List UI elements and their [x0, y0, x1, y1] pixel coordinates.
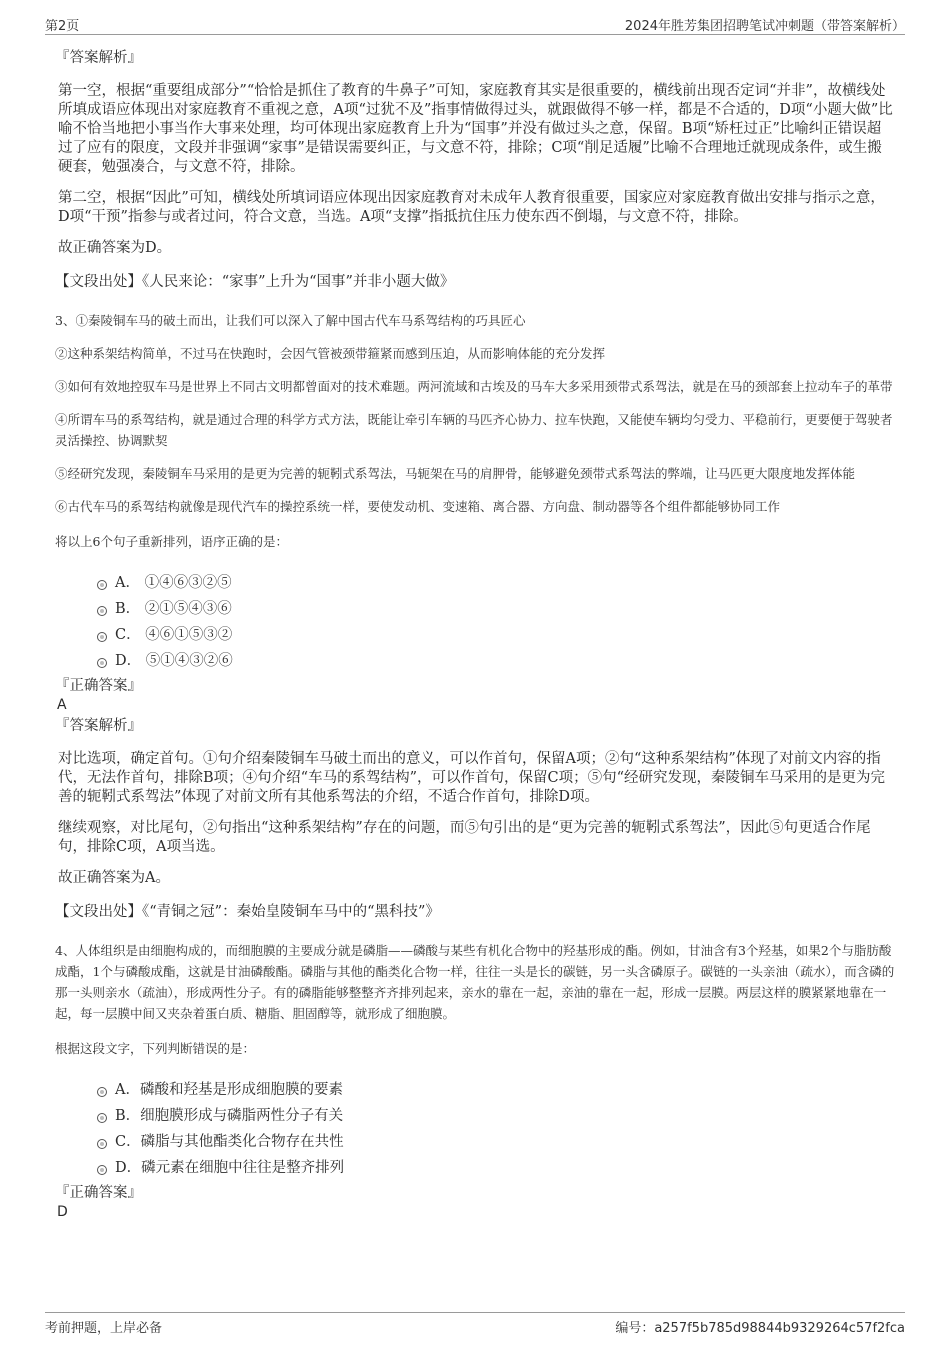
option-c[interactable]	[97, 1129, 895, 1155]
analysis-conclusion: 故正确答案为A。	[58, 870, 170, 886]
page-number: 第2页	[45, 19, 80, 34]
radio-button[interactable]	[97, 1165, 107, 1175]
sentence-4: ④所谓车马的系驾结构，就是通过合理的科学方式方法，既能让牵引车辆的马匹齐心协力、拉车快跑，又能使车辆均匀受力、平稳前行，更要便于驾驶者灵活操控、协调默契	[55, 412, 893, 448]
option-b[interactable]	[97, 596, 895, 622]
radio-button[interactable]	[97, 658, 107, 668]
document-id: 编号：a257f5b785d98844b9329264c57f2fca	[615, 1321, 905, 1336]
sentence-5: ⑤经研究发现，秦陵铜车马采用的是更为完善的轭靷式系驾法，马轭架在马的肩胛骨，能够避免颈带式系驾法的弊端，让马匹更大限度地发挥体能	[55, 466, 856, 481]
option-d[interactable]	[97, 648, 895, 674]
correct-answer: A	[57, 697, 67, 713]
option-label: B． ②①⑤④③⑥	[115, 601, 232, 617]
option-a[interactable]	[97, 1077, 895, 1103]
option-label: C．磷脂与其他酯类化合物存在共性	[115, 1134, 344, 1150]
question-4-prompt: 根据这段文字，下列判断错误的是：	[55, 1041, 256, 1056]
analysis-conclusion: 故正确答案为D。	[58, 240, 172, 256]
question-4-options	[97, 1077, 895, 1181]
question-4-stem: 4、人体组织是由细胞构成的，而细胞膜的主要成分就是磷脂——磷酸与某些有机化合物中的羟基形成的酯。例如，甘油含有3个羟基，如果2个与脂肪酸成酯，1个与磷酸成酯，这就是甘油磷酸酯。磷脂与其他的酯类化合物一样，往往一头是长的碳链，另一头含磷原子。碳链的一头亲油（疏水），而含磷的那一头则亲水（疏油），形成两性分子。有的磷脂能够整整齐齐排列起来，亲水的靠在一起，亲油的靠在一起，形成一层膜。两层这样的膜紧紧地靠在一起，每一层膜中间又夹杂着蛋白质、糖脂、胆固醇等，就形成了细胞膜。	[55, 943, 895, 1021]
option-label: A．磷酸和羟基是形成细胞膜的要素	[115, 1082, 343, 1098]
option-label: C． ④⑥①⑤③②	[115, 627, 233, 643]
analysis-paragraph: 第一空，根据“重要组成部分”“恰恰是抓住了教育的牛鼻子”可知，家庭教育其实是很重要的，横线前出现否定词“并非”，故横线处所填成语应体现出对家庭教育不重视之意，A项“过犹不及”指事情做得过头，就跟做得不够一样，都是不合适的，D项“小题大做”比喻不恰当地把小事当作大事来处理，均可体现出家庭教育上升为“国事”并没有做过头之意，保留。B项“矫枉过正”比喻纠正错误超过了应有的限度，文段并非强调“家事”是错误需要纠正，与文意不符，排除；C项“削足适履”比喻不合理地迁就现成条件，或生搬硬套，勉强凑合，与文意不符，排除。	[58, 83, 893, 175]
correct-answer: D	[57, 1204, 68, 1220]
analysis-paragraph: 对比选项，确定首句。①句介绍秦陵铜车马破土而出的意义，可以作首句，保留A项；②句“这种系架结构”体现了对前文内容的指代，无法作首句，排除B项；④句介绍“车马的系驾结构”，可以作首句，保留C项；⑤句“经研究发现，秦陵铜车马采用的是更为完善的轭靷式系驾法”体现了对前文所有其他系驾法的介绍，不适合作首句，排除D项。	[58, 751, 885, 805]
page-content	[55, 46, 895, 1221]
analysis-label: 『答案解析』	[55, 50, 142, 66]
radio-button[interactable]	[97, 580, 107, 590]
document-title: 2024年胜芳集团招聘笔试冲刺题（带答案解析）	[624, 19, 905, 34]
analysis-paragraph: 继续观察，对比尾句，②句指出“这种系架结构”存在的问题，而⑤句引出的是“更为完善的轭靷式系驾法”，因此⑤句更适合作尾句，排除C项，A项当选。	[58, 820, 871, 855]
option-b[interactable]	[97, 1103, 895, 1129]
question-3-prompt: 将以上6个句子重新排列，语序正确的是：	[55, 534, 288, 549]
radio-button[interactable]	[97, 1087, 107, 1097]
sentence-3: ③如何有效地控驭车马是世界上不同古文明都曾面对的技术难题。两河流域和古埃及的马车大多采用颈带式系驾法，就是在马的颈部套上拉动车子的革带	[55, 379, 893, 394]
option-d[interactable]	[97, 1155, 895, 1181]
option-label: D． ⑤①④③②⑥	[115, 653, 233, 669]
question-3-options	[97, 570, 895, 674]
option-label: D．磷元素在细胞中往往是整齐排列	[115, 1160, 345, 1176]
page-footer	[45, 1312, 905, 1337]
option-c[interactable]	[97, 622, 895, 648]
option-label: A． ①④⑥③②⑤	[115, 575, 232, 591]
source-citation: 【文段出处】《“青铜之冠”：秦始皇陵铜车马中的“黑科技”》	[55, 904, 440, 920]
analysis-paragraph: 第二空，根据“因此”可知，横线处所填词语应体现出因家庭教育对未成年人教育很重要，国家应对家庭教育做出安排与指示之意，D项“干预”指参与或者过问，符合文意，当选。A项“支撑”指抵抗住压力使东西不倒塌，与文意不符，排除。	[58, 190, 885, 225]
correct-answer-label: 『正确答案』	[55, 1185, 142, 1201]
radio-button[interactable]	[97, 632, 107, 642]
question-3-stem: 3、①秦陵铜车马的破土而出，让我们可以深入了解中国古代车马系驾结构的巧具匠心	[55, 313, 526, 328]
option-a[interactable]	[97, 570, 895, 596]
radio-button[interactable]	[97, 606, 107, 616]
footer-slogan: 考前押题，上岸必备	[45, 1321, 163, 1336]
radio-button[interactable]	[97, 1139, 107, 1149]
sentence-2: ②这种系架结构简单，不过马在快跑时，会因气管被颈带箍紧而感到压迫，从而影响体能的充分发挥	[55, 346, 606, 361]
radio-button[interactable]	[97, 1113, 107, 1123]
source-citation: 【文段出处】《人民来论：“家事”上升为“国事”并非小题大做》	[55, 274, 455, 290]
correct-answer-label: 『正确答案』	[55, 678, 142, 694]
page-header	[45, 12, 905, 35]
option-label: B．细胞膜形成与磷脂两性分子有关	[115, 1108, 344, 1124]
sentence-6: ⑥古代车马的系驾结构就像是现代汽车的操控系统一样，要使发动机、变速箱、离合器、方向盘、制动器等各个组件都能够协同工作	[55, 499, 781, 514]
analysis-label: 『答案解析』	[55, 718, 142, 734]
